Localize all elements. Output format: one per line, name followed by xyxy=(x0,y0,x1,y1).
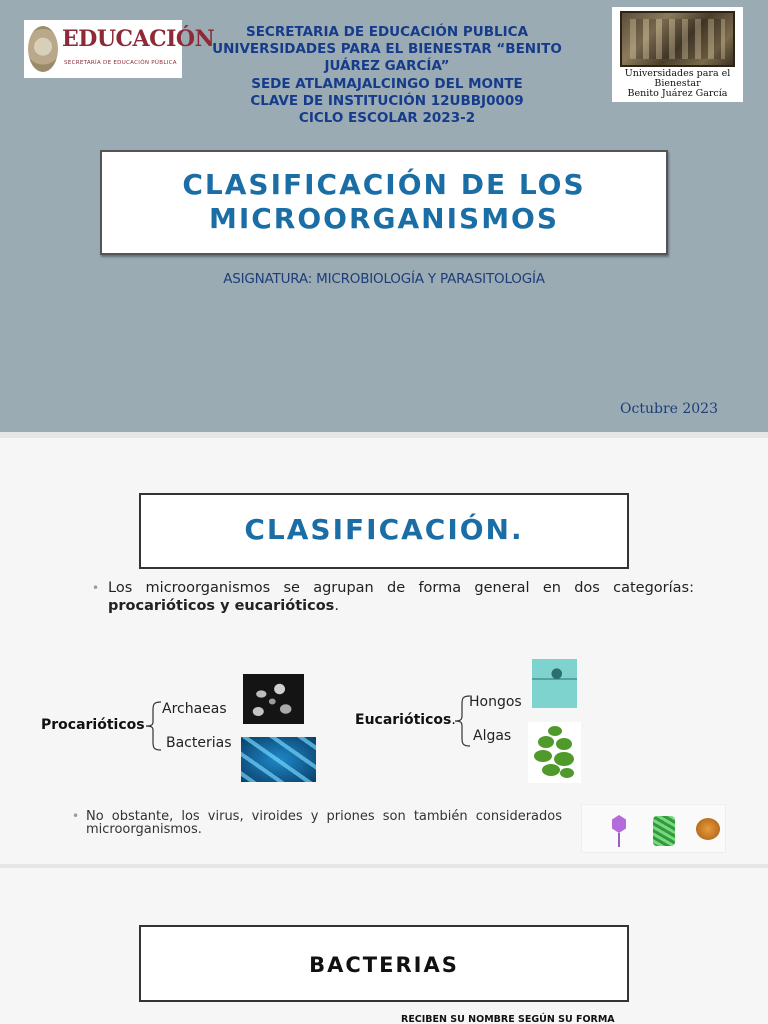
algae-image xyxy=(528,722,581,783)
classification-slide xyxy=(0,438,768,864)
virus-icon xyxy=(612,815,626,833)
title-slide xyxy=(0,0,768,432)
header-line: UNIVERSIDADES PARA EL BIENESTAR “BENITO xyxy=(212,41,562,58)
educacion-logo xyxy=(24,20,215,78)
section-title-box xyxy=(139,493,629,569)
title-line: MICROORGANISMOS xyxy=(208,202,560,235)
section-title: BACTERIAS xyxy=(309,953,459,977)
ubbj-logo xyxy=(612,7,743,102)
header-line: SECRETARIA DE EDUCACIÓN PUBLICA xyxy=(245,24,529,40)
educacion-logo-subtitle: SECRETARÍA DE EDUCACIÓN PÚBLICA xyxy=(64,60,177,66)
fungi-image xyxy=(532,659,577,708)
header-line: CLAVE DE INSTITUCIÓN 12UBBJ0009 xyxy=(250,92,524,109)
mexico-seal-icon xyxy=(28,26,58,72)
bullet-icon: • xyxy=(92,581,100,595)
mural-image xyxy=(620,11,735,67)
bullet-categories xyxy=(92,579,694,615)
viroid-icon xyxy=(653,816,675,846)
eucariotes-label-text: Eucarióticos xyxy=(355,712,452,728)
prion-icon xyxy=(696,818,720,840)
section-title: CLASIFICACIÓN. xyxy=(244,513,524,546)
hongos-label: Hongos xyxy=(469,694,522,710)
header-line: SEDE ATLAMAJALCINGO DEL MONTE xyxy=(251,75,523,92)
ubbj-line: Benito Juárez García xyxy=(627,88,728,99)
bullet-end: . xyxy=(334,598,339,614)
ubbj-line: Bienestar xyxy=(654,78,701,89)
educacion-logo-word: EDUCACIÓN xyxy=(62,26,215,52)
title-line: CLASIFICACIÓN DE LOS xyxy=(182,168,586,201)
algas-label: Algas xyxy=(473,728,512,744)
ubbj-line: Universidades para el xyxy=(624,68,731,79)
eucariotes-label-suffix: . xyxy=(451,712,456,728)
bullet-icon: • xyxy=(72,809,80,823)
title-box xyxy=(100,150,668,255)
archaeas-label: Archaeas xyxy=(162,701,227,717)
eucariotes-label xyxy=(355,712,456,728)
section-subtitle: RECIBEN SU NOMBRE SEGÚN SU FORMA xyxy=(401,1014,615,1024)
bullet-text: Los microorganismos se agrupan de forma general en dos categorías: xyxy=(108,580,694,596)
institution-header xyxy=(190,24,584,127)
bacteria-image xyxy=(241,737,316,782)
bullet-viruses-text: No obstante, los virus, viroides y priones son también considerados microorganismos. xyxy=(86,809,562,837)
ubbj-logo-text xyxy=(612,69,743,99)
bacterias-label: Bacterias xyxy=(166,735,232,751)
date-label: Octubre 2023 xyxy=(620,401,718,417)
header-line: CICLO ESCOLAR 2023-2 xyxy=(298,110,476,127)
slide-title xyxy=(102,168,666,236)
bullet-viruses xyxy=(72,810,562,836)
bacteria-slide xyxy=(0,868,768,1024)
subject-line: ASIGNATURA: MICROBIOLOGÍA Y PARASITOLOGÍA xyxy=(223,271,545,287)
section-title-box xyxy=(139,925,629,1002)
procariotes-label: Procarióticos xyxy=(41,717,145,733)
header-line: JUÁREZ GARCÍA” xyxy=(324,58,450,75)
bullet-bold-text: procarióticos y eucarióticos xyxy=(108,598,335,614)
virus-viroid-prion-image xyxy=(581,804,726,853)
archaea-image xyxy=(243,674,304,724)
